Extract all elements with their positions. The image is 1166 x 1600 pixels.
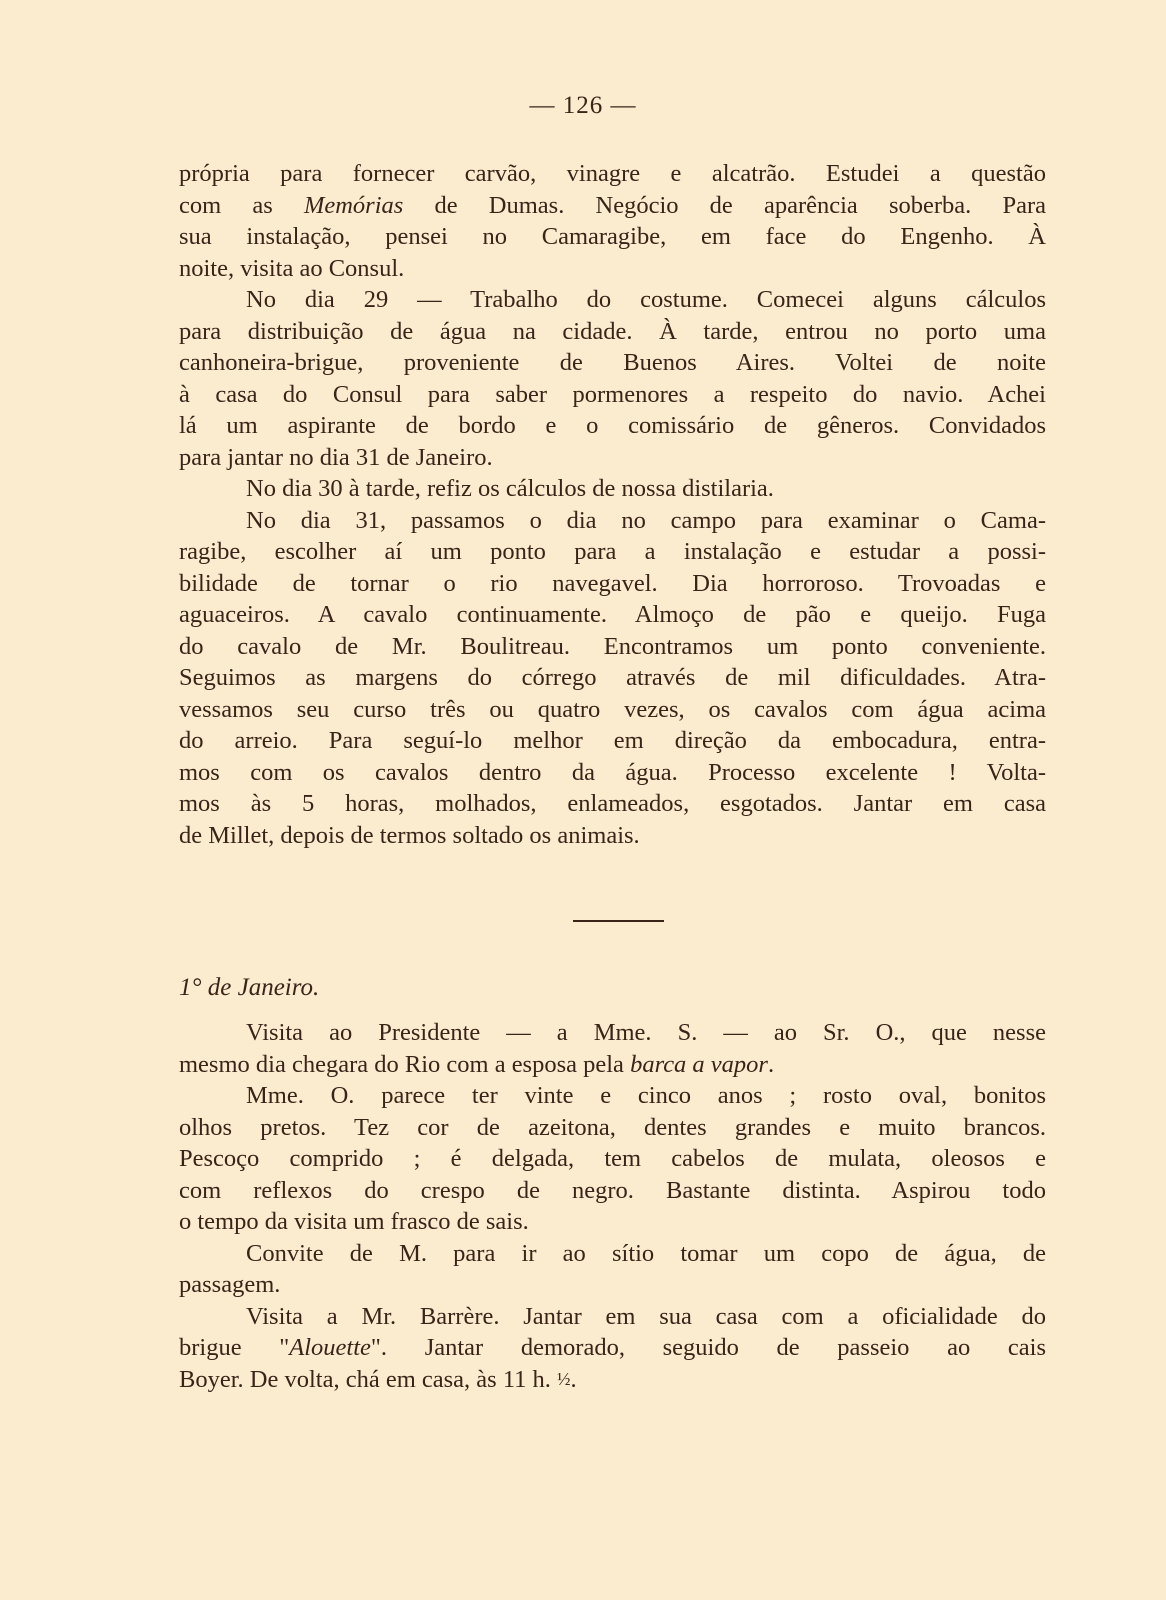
paragraph-start-convite: Convite de M. para ir ao sítio tomar um copo de água, de — [246, 1239, 1046, 1267]
text-line: lá um aspirante de bordo e o comissário de gêneros. Convidados — [179, 412, 1046, 439]
text-line: para distribuição de água na cidade. À tarde, entrou no porto uma — [179, 317, 1046, 345]
text-line: à casa do Consul para saber pormenores a respeito do navio. Achei — [179, 380, 1046, 408]
text-line: própria para fornecer carvão, vinagre e alcatrão. Estudei a questão — [179, 160, 1046, 187]
paragraph-start-dia-31: No dia 31, passamos o dia no campo para examinar o Cama- — [246, 506, 1046, 534]
text-line: para jantar no dia 31 de Janeiro. — [179, 443, 493, 471]
text-line: brigue "Alouette". Jantar demorado, seguido de passeio ao cais — [179, 1334, 1046, 1361]
text-line: com reflexos do crespo de negro. Bastante distinta. Aspirou todo — [179, 1176, 1046, 1204]
text-line: mos às 5 horas, molhados, enlameados, esgotados. Jantar em casa — [179, 790, 1046, 817]
fraction-one-half: ½ — [557, 1368, 571, 1389]
emphasis-barca-a-vapor: barca a vapor — [630, 1050, 768, 1078]
text-line: o tempo da visita um frasco de sais. — [179, 1208, 529, 1235]
paragraph-start-mme-o: Mme. O. parece ter vinte e cinco anos ; rosto oval, bonitos — [246, 1082, 1046, 1109]
text-line: mesmo dia chegara do Rio com a esposa pela barca a vapor. — [179, 1050, 775, 1078]
text-line: vessamos seu curso três ou quatro vezes, os cavalos com água acima — [179, 695, 1046, 723]
text-line: Seguimos as margens do córrego através de mil dificuldades. Atra- — [179, 664, 1046, 691]
paragraph-start-visita-presidente: Visita ao Presidente — a Mme. S. — ao Sr. O., que nesse — [246, 1019, 1046, 1046]
section-2-body — [179, 1017, 1046, 1395]
text-line: Boyer. De volta, chá em casa, às 11 h. ½. — [179, 1365, 577, 1393]
section-divider — [573, 920, 664, 922]
text-line: passagem. — [179, 1271, 281, 1298]
text-line: sua instalação, pensei no Camaragibe, em face do Engenho. À — [179, 223, 1046, 250]
text-line: do arreio. Para seguí-lo melhor em direção da embocadura, entra- — [179, 727, 1046, 754]
text-line: com as Memórias de Dumas. Negócio de aparência soberba. Para — [179, 191, 1047, 219]
text-line: de Millet, depois de termos soltado os animais. — [179, 821, 640, 849]
section-1-body — [179, 158, 1046, 851]
text-line: Pescoço comprido ; é delgada, tem cabelos de mulata, oleosos e — [179, 1145, 1046, 1172]
text-line: ragibe, escolher aí um ponto para a instalação e estudar a possi- — [179, 538, 1046, 565]
text-line: bilidade de tornar o rio navegavel. Dia horroroso. Trovoadas e — [179, 569, 1046, 597]
text-line: noite, visita ao Consul. — [179, 254, 405, 282]
paragraph-dia-30: No dia 30 à tarde, refiz os cálculos de nossa distilaria. — [246, 475, 774, 502]
page-number: — 126 — — [529, 92, 637, 119]
text-line: mos com os cavalos dentro da água. Processo excelente ! Volta- — [179, 758, 1046, 786]
section-heading-1-janeiro: 1° de Janeiro. — [179, 974, 320, 1001]
text-line: do cavalo de Mr. Boulitreau. Encontramos um ponto conveniente. — [179, 632, 1046, 660]
text-line: canhoneira-brigue, proveniente de Buenos Aires. Voltei de noite — [179, 349, 1046, 376]
paragraph-start-visita-barrere: Visita a Mr. Barrère. Jantar em sua casa com a oficialidade do — [246, 1302, 1046, 1330]
paragraph-start-dia-29: No dia 29 — Trabalho do costume. Comecei alguns cálculos — [246, 286, 1046, 313]
book-title-memorias: Memórias — [303, 191, 404, 219]
ship-name-alouette: Alouette — [289, 1334, 371, 1361]
text-line: olhos pretos. Tez cor de azeitona, dentes grandes e muito brancos. — [179, 1113, 1046, 1141]
text-line: aguaceiros. A cavalo continuamente. Almoço de pão e queijo. Fuga — [179, 601, 1046, 628]
